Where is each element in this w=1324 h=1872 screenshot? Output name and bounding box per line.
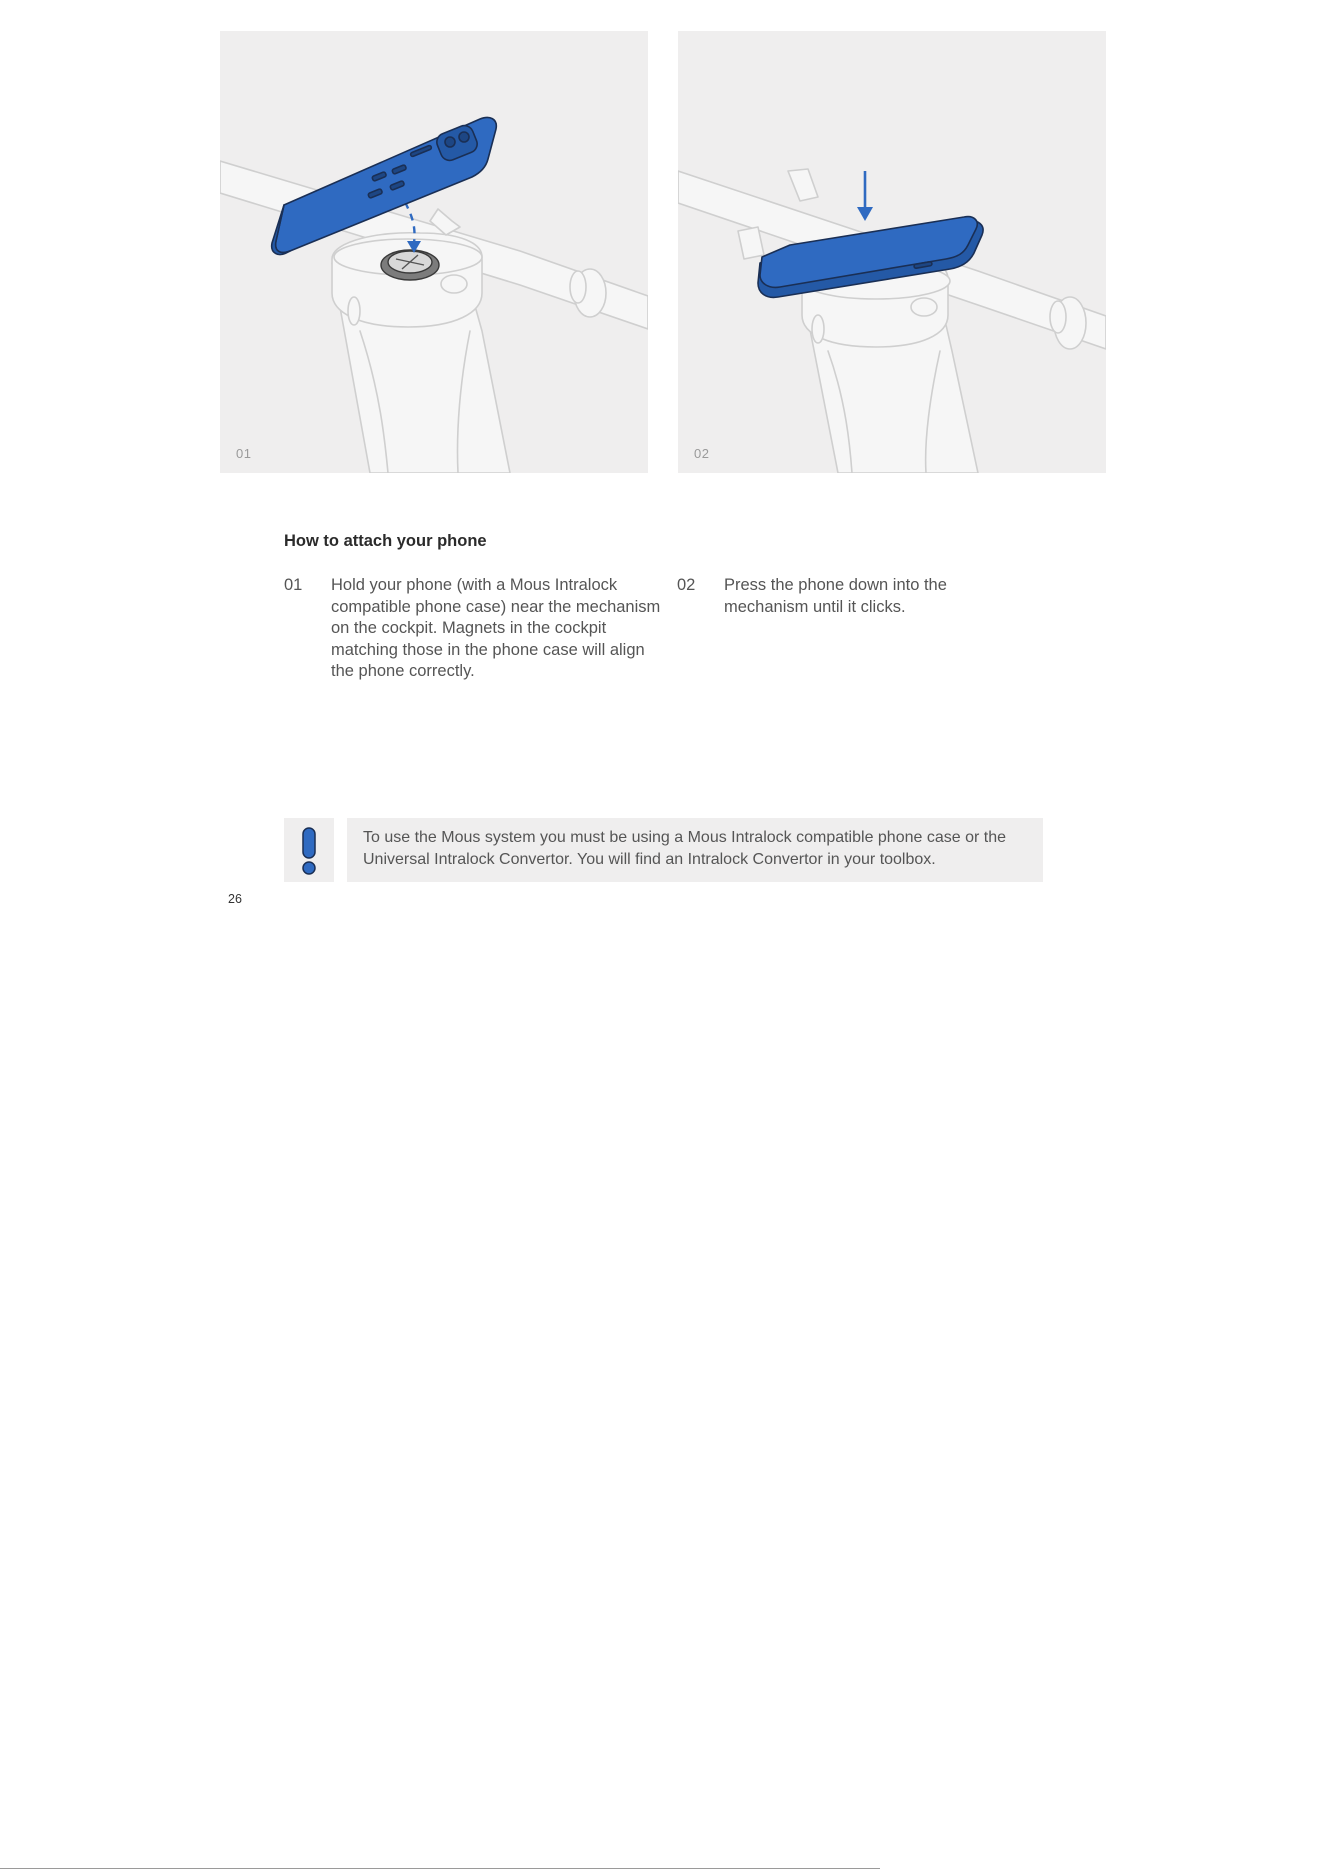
step-text: Hold your phone (with a Mous Intralock compatible phone case) near the mechanism on the cockpit. Magnets in the cockpit matching those in the phone case will align the phone correctly.: [331, 576, 661, 680]
exclamation-icon: [284, 818, 334, 882]
notice-text: To use the Mous system you must be using a Mous Intralock compatible phone case or the Universal Intralock Convertor. You will find an Intralock Convertor in your toolbox.: [347, 818, 1043, 882]
figure-number: 02: [694, 446, 710, 461]
step-number: 02: [677, 576, 696, 594]
notice-icon-box: [284, 818, 334, 882]
phone-pressed-into-mount-illustration: [678, 31, 1106, 473]
step-number: 01: [284, 576, 303, 594]
step-text: Press the phone down into the mechanism until it clicks.: [724, 576, 947, 616]
page-number: 26: [228, 892, 242, 906]
step-01: [284, 575, 664, 683]
section-heading: How to attach your phone: [284, 532, 487, 550]
figure-02: [678, 31, 1106, 473]
step-02: [677, 575, 977, 618]
phone-approaching-mount-illustration: [220, 31, 648, 473]
figure-01: [220, 31, 648, 473]
figure-number: 01: [236, 446, 252, 461]
footer-divider: [0, 1868, 880, 1869]
